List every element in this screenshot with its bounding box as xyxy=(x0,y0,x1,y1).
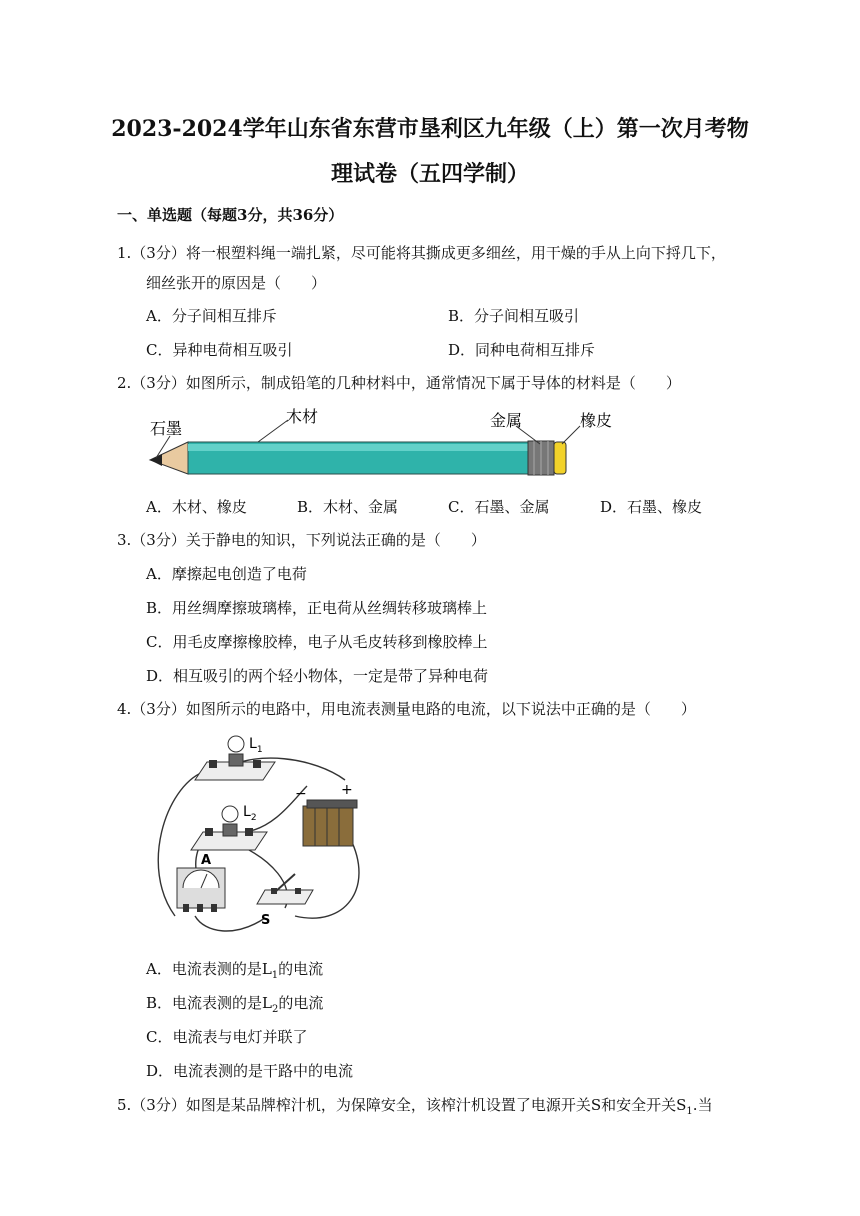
question-1-text-cont: 细丝张开的原因是（ ） xyxy=(146,274,327,292)
question-2-option-c: C．石墨、金属 xyxy=(448,498,550,516)
label-switch: S xyxy=(261,913,271,928)
question-3-option-a: A．摩擦起电创造了电荷 xyxy=(146,565,307,583)
question-4-option-b: B．电流表测的是$L_2$的电流 xyxy=(146,994,324,1015)
battery-icon xyxy=(303,800,357,846)
question-3-text: 3.（3分）关于静电的知识，下列说法正确的是（ ） xyxy=(117,531,486,549)
question-2-option-a: A．木材、橡皮 xyxy=(146,498,247,516)
question-1-option-d: D．同种电荷相互排斥 xyxy=(448,341,596,359)
bulb-l1-icon xyxy=(228,736,244,752)
label-ammeter: A xyxy=(201,853,212,868)
question-3-option-c: C．用毛皮摩擦橡胶棒，电子从毛皮转移到橡胶棒上 xyxy=(146,633,488,651)
label-graphite: 石墨 xyxy=(150,419,183,438)
question-3-option-d: D．相互吸引的两个轻小物体，一定是带了异种电荷 xyxy=(146,667,489,685)
label-battery-minus: − xyxy=(295,786,307,802)
pencil-graphite-tip xyxy=(150,454,162,466)
question-1-option-a: A．分子间相互排斥 xyxy=(146,307,277,325)
label-l1: $L_1$ xyxy=(249,736,263,755)
question-1-option-c: C．异种电荷相互吸引 xyxy=(146,341,293,359)
question-4-option-d: D．电流表测的是干路中的电流 xyxy=(146,1062,354,1080)
question-4-option-a: A．电流表测的是$L_1$的电流 xyxy=(146,960,324,981)
label-wood: 木材 xyxy=(286,407,319,426)
question-2-option-b: B．木材、金属 xyxy=(297,498,399,516)
question-4-option-c: C．电流表与电灯并联了 xyxy=(146,1028,308,1046)
circuit-figure xyxy=(145,728,375,938)
label-eraser: 橡皮 xyxy=(580,411,613,430)
ammeter-icon xyxy=(177,868,225,912)
switch-icon xyxy=(257,874,313,904)
pencil-eraser xyxy=(554,442,566,474)
page-title-line-1: 2023-2024学年山东省东营市垦利区九年级（上）第一次月考物 xyxy=(111,116,749,142)
question-1-option-b: B．分子间相互吸引 xyxy=(448,307,580,325)
label-l2: $L_2$ xyxy=(243,804,257,823)
page-title-line-2: 理试卷（五四学制） xyxy=(330,161,529,187)
question-2-option-d: D．石墨、橡皮 xyxy=(600,498,703,516)
section-heading: 一、单选题（每题3分，共36分） xyxy=(117,206,344,224)
question-1-text: 1.（3分）将一根塑料绳一端扎紧，尽可能将其撕成更多细丝，用干燥的手从上向下捋几下， xyxy=(117,244,726,262)
bulb-l2-icon xyxy=(222,806,238,822)
question-3-option-b: B．用丝绸摩擦玻璃棒，正电荷从丝绸转移玻璃棒上 xyxy=(146,599,488,617)
pencil-figure xyxy=(140,400,620,480)
question-5-text: 5.（3分）如图是某品牌榨汁机，为保障安全，该榨汁机设置了电源开关S和安全开关$S_1$.当 xyxy=(117,1096,713,1117)
label-metal: 金属 xyxy=(490,411,523,430)
label-battery-plus: + xyxy=(341,782,353,798)
question-4-text: 4.（3分）如图所示的电路中，用电流表测量电路的电流，以下说法中正确的是（ ） xyxy=(117,700,696,718)
question-2-text: 2.（3分）如图所示，制成铅笔的几种材料中，通常情况下属于导体的材料是（ ） xyxy=(117,374,681,392)
